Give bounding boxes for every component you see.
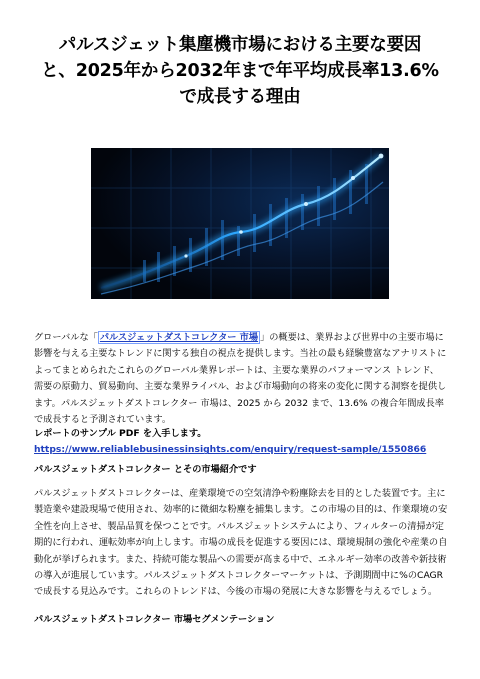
intro-paragraph (34, 330, 448, 428)
section-body-intro: パルスジェットダストコレクターは、産業環境での空気清浄や粉塵除去を目的とした装置です。主に製造業や建設現場で使用され、効率的に微細な粉塵を捕集します。この市場の目的は、作業環境の安全性を向上させ、製品品質を保つことです。パルスジェットシステムにより、フィルターの清掃が定期的に行われ、運転効率が向上します。市場の成長を促進する要因には、環境規制の強化や産業の自動化が挙げられます。また、持続可能な製品への需要が高まる中で、エネルギー効率の改善や新技術の導入が進展しています。パルスジェットダストコレクターマーケットは、予測期間中に%のCAGRで成長する見込みです。これらのトレンドは、今後の市場の発展に大きな影響を与えるでしょう。 (34, 488, 448, 598)
title-line-1: パルスジェット集塵機市場における主要な要因 (58, 35, 422, 55)
section-heading-segmentation: パルスジェットダストコレクター 市場セグメンテーション (34, 614, 275, 625)
hero-image (91, 148, 389, 299)
market-link[interactable]: パルスジェットダストコレクター 市場 (99, 332, 259, 343)
title-line-3: で成長する理由 (179, 87, 301, 107)
page-title (24, 32, 456, 110)
sample-request-link[interactable]: https://www.reliablebusinessinsights.com/enquiry/request-sample/1550866 (34, 444, 427, 456)
market-link-box[interactable] (98, 331, 260, 344)
title-line-2: と、2025年から2032年まで年平均成長率13.6% (41, 61, 439, 81)
intro-post: 」の概要は、業界および世界中の主要市場に影響を与える主要なトレンドに関する独自の視点を提供します。当社の最も経験豊富なアナリストによってまとめられたこれらのグローバル業界レポートは、主要な業界のパフォーマンス トレンド、需要の原動力、貿易動向、主要な業界ライバル、および市場動向の将来の変化に関する洞察を提供します。パルスジェットダストコレクター 市場は、2025 から 2032 まで、13.6% の複合年間成長率で成長すると予測されています。 (34, 332, 447, 426)
sample-block (34, 426, 448, 459)
growth-line-illustration (91, 148, 389, 299)
intro-pre: グローバルな「 (34, 332, 98, 343)
section-heading-intro: パルスジェットダストコレクター とその市場紹介です (34, 464, 257, 475)
sample-heading: レポートのサンプル PDF を入手します。 (34, 428, 207, 439)
